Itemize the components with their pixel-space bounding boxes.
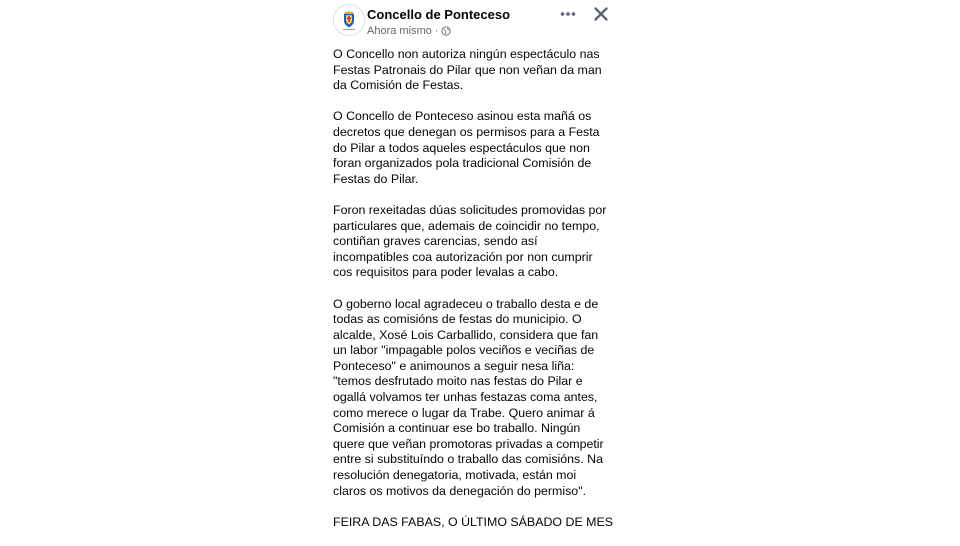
post-paragraph-5: FEIRA DAS FABAS, O ÚLTIMO SÁBADO DE MES <box>333 514 613 529</box>
more-horizontal-icon <box>556 4 580 24</box>
coat-of-arms-icon <box>334 5 364 35</box>
post-paragraph-2: O Concello de Ponteceso asinou esta mañá os decretos que denegan os permisos para a Festa do Pilar a todos aqueles espectáculos que non foran organizados pola tradicional Comisión de Festas do Pilar. <box>333 109 600 186</box>
globe-icon[interactable] <box>441 26 451 36</box>
post-paragraph-4: O goberno local agradeceu o traballo desta e de todas as comisións de festas do municipio. O alcalde, Xosé Lois Carballido, considera que fan un labor "impagable polos veciños e veciñas de Ponteceso" e animounos a seguir nesa liña: "temos desfrutado moito nas festas do Pilar e ogallá volvamos ter unhas festazas coma antes, como merece o lugar da Trabe. Quero animar á Comisión a continuar ese bo traballo. Ningún quere que veñan promotoras privadas a competir entre si substituíndo o traballo das comisións. Na resolución denegatoria, motivada, están moi claros os motivos da denegación do permiso". <box>333 296 604 498</box>
post-timestamp[interactable]: Ahora mismo <box>367 25 432 37</box>
meta-separator: · <box>434 25 439 37</box>
more-options-button[interactable] <box>556 4 580 24</box>
post-paragraph-3: Foron rexeitadas dúas solicitudes promovidas por particulares que, ademais de coincidir no tempo, contiñan graves carencias, sendo así incompatibles coa autorización por non cumprir cos requisitos para poder levalas a cabo. <box>333 202 607 280</box>
page-avatar[interactable] <box>333 4 365 36</box>
post-header <box>322 0 622 44</box>
post-text <box>333 47 618 546</box>
post-paragraph-1: O Concello non autoriza ningún espectáculo nas Festas Patronais do Pilar que non veñan da man da Comisión de Festas. <box>333 47 602 93</box>
page-name-link[interactable]: Concello de Ponteceso <box>367 7 511 22</box>
post-meta <box>367 25 451 37</box>
post-card <box>322 0 622 540</box>
close-icon <box>590 3 612 25</box>
close-button[interactable] <box>590 3 612 25</box>
